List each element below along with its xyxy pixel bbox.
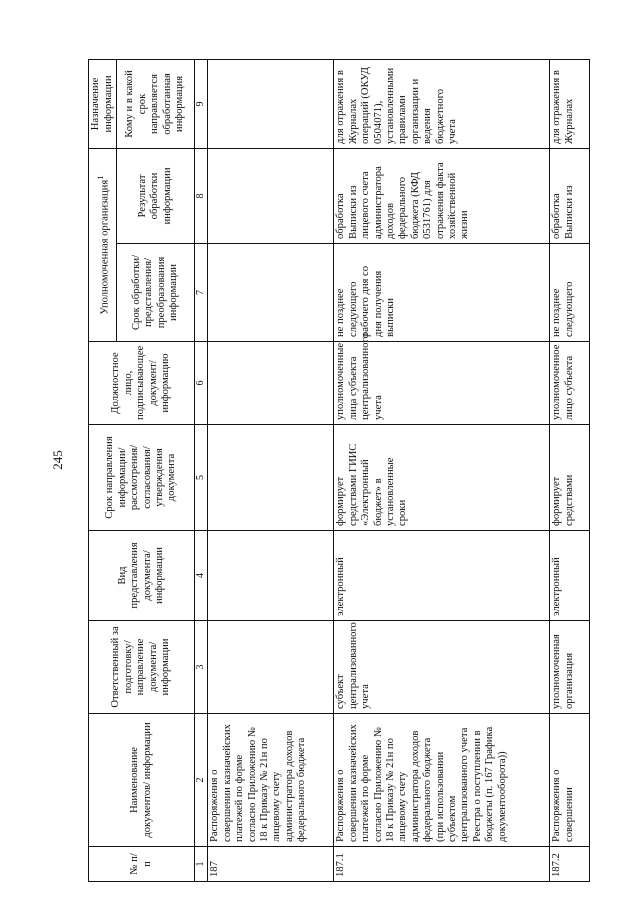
table-row [550,59,590,881]
table-row [334,59,550,881]
header-official: Должностное лицо, подписывающее документ/ информацию [89,342,195,425]
row-result: обработка Выписки из [550,148,590,243]
document-flow-table [88,59,590,882]
header-num: № п/п [89,847,195,882]
row-official: уполномоченное лицо субъекта [550,342,590,425]
col-number: 1 [195,847,208,882]
row-result: обработка Выписки из лицевого счета администратора доходов федерального бюджета (КФД 0531761) для отражения факта хозяйственной жизни [334,148,550,243]
header-deadline: Срок направления информации/ рассмотрения/ согласования/ утверждения документа [89,425,195,531]
header-name: Наименование документов/ информации [89,714,195,847]
header-responsible: Ответственный за подготовку/ направление документа/ информации [89,621,195,714]
row-num: 187 [208,847,334,882]
page-number: 245 [50,450,65,470]
col-number: 2 [195,714,208,847]
row-responsible [208,621,334,714]
row-type [208,531,334,621]
row-official: уполномоченные лица субъекта централизованного учета [334,342,550,425]
row-deadline: формирует средствами ГИИС «Электронный бюджет» в установленные сроки [334,425,550,531]
header-result: Результат обработки информации [117,148,195,243]
header-group-dest: Назначение информации [89,59,117,148]
col-number: 9 [195,59,208,148]
header-type: Вид представления документа/ информации [89,531,195,621]
row-num: 187.1 [334,847,550,882]
row-org-deadline: не позднее следующего [550,244,590,342]
group-org-label: Уполномоченная организация [99,179,111,315]
row-destination: для отражения в Журналах [550,59,590,148]
row-deadline [208,425,334,531]
row-destination [208,59,334,148]
col-number: 8 [195,148,208,243]
row-result [208,148,334,243]
row-num: 187.2 [550,847,590,882]
row-responsible: субъект централизованного учета [334,621,550,714]
col-number: 3 [195,621,208,714]
row-destination: для отражения в Журналах операций (ОКУД 0504071), установленными правилами организации и ведения бюджетного учета [334,59,550,148]
header-destination: Кому и в какой срок направляется обработанная информация [117,59,195,148]
col-number: 6 [195,342,208,425]
col-number: 5 [195,425,208,531]
row-org-deadline [208,244,334,342]
rotated-table-container [88,60,588,882]
group-org-footnote: 1 [94,175,105,180]
col-number: 7 [195,244,208,342]
row-name: Распоряжения о совершении казначейских платежей по форме согласно Приложению № 18 к Приказу № 21н по лицевому счету администратора доходов федерального бюджета (при использовании субъектом централизованного учета Реестра о поступлении в бюджеты (п. 167 Графика документооборота)) [334,714,550,847]
header-org-deadline: Срок обработки/ представления/ преобразования информации [117,244,195,342]
col-number: 4 [195,531,208,621]
row-type: электронный [334,531,550,621]
row-org-deadline: не позднее следующего рабочего дня со дня получения выписки [334,244,550,342]
table-row [208,59,334,881]
header-group-org [89,148,117,341]
row-name: Распоряжения о совершении [550,714,590,847]
row-deadline: формирует средствами [550,425,590,531]
row-name: Распоряжения о совершении казначейских платежей по форме согласно Приложению № 18 к Приказу № 21н по лицевому счету администратора доходов федерального бюджета [208,714,334,847]
row-official [208,342,334,425]
row-responsible: уполномоченная организация [550,621,590,714]
row-type: электронный [550,531,590,621]
